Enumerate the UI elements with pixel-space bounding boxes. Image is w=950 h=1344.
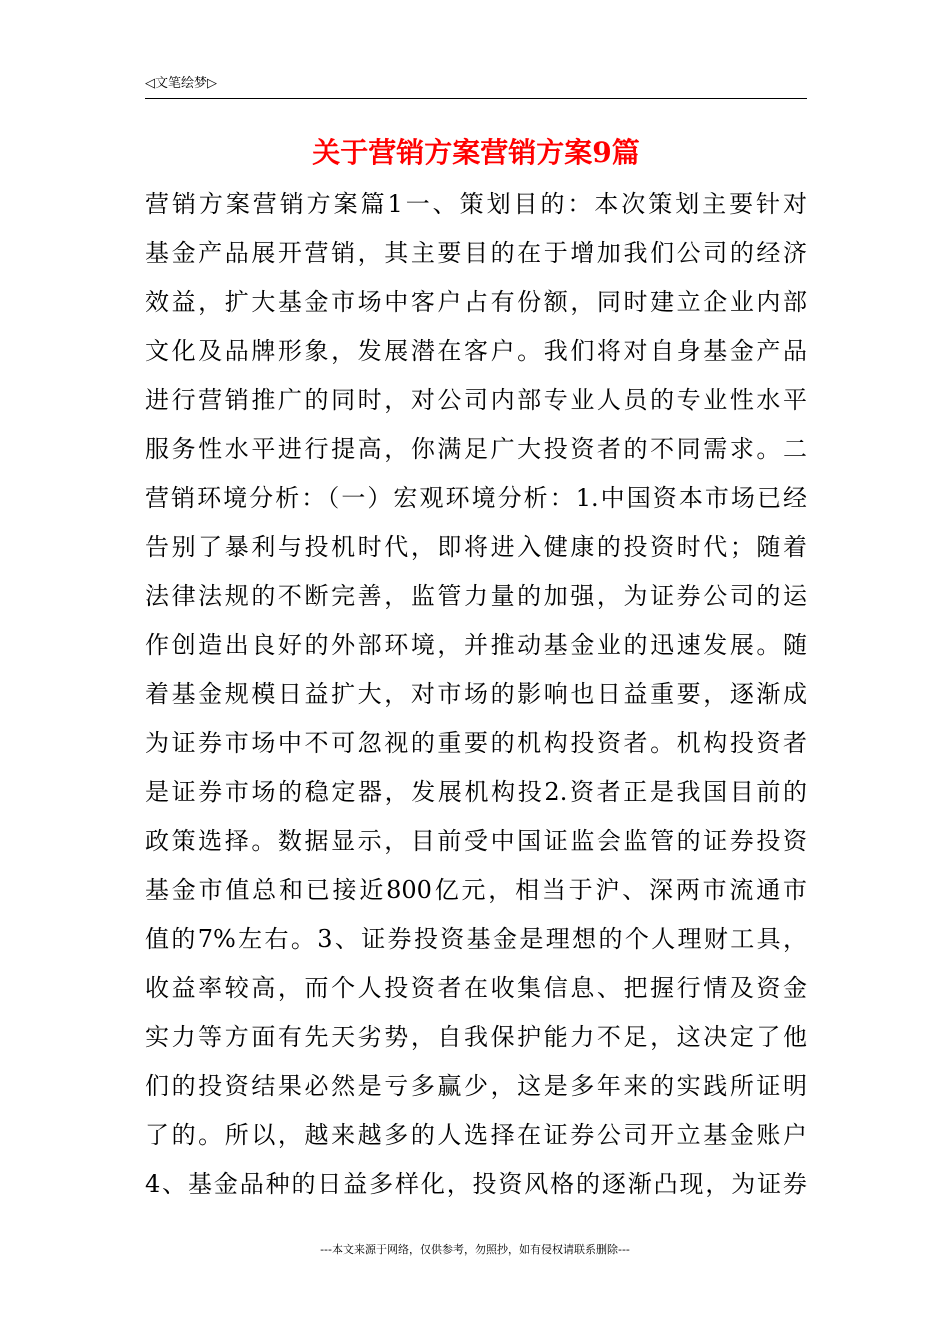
body-line: 了的。所以，越来越多的人选择在证券公司开立基金账户 bbox=[145, 1121, 807, 1149]
body-line: 营销环境分析：（一）宏观环境分析：1.中国资本市场已经 bbox=[145, 484, 807, 512]
body-line: 法律法规的不断完善，监管力量的加强，为证券公司的运 bbox=[145, 582, 807, 610]
body-line: 实力等方面有先天劣势，自我保护能力不足，这决定了他 bbox=[145, 1023, 807, 1051]
body-line: 政策选择。数据显示，目前受中国证监会监管的证券投资 bbox=[145, 827, 807, 855]
body-line: 着基金规模日益扩大，对市场的影响也日益重要，逐渐成 bbox=[145, 680, 807, 708]
body-line: 告别了暴利与投机时代，即将进入健康的投资时代；随着 bbox=[145, 533, 807, 561]
body-line: 文化及品牌形象，发展潜在客户。我们将对自身基金产品 bbox=[145, 337, 807, 365]
body-line: 基金产品展开营销，其主要目的在于增加我们公司的经济 bbox=[145, 239, 807, 267]
body-line: 是证券市场的稳定器，发展机构投2.资者正是我国目前的 bbox=[145, 778, 807, 806]
body-line: 作创造出良好的外部环境，并推动基金业的迅速发展。随 bbox=[145, 631, 807, 659]
body-line: 为证券市场中不可忽视的重要的机构投资者。机构投资者 bbox=[145, 729, 807, 757]
document-title: 关于营销方案营销方案9篇 bbox=[312, 136, 640, 169]
body-line: 营销方案营销方案篇1一、策划目的：本次策划主要针对 bbox=[145, 190, 807, 218]
header-brand: ◁文笔绘梦▷ bbox=[145, 76, 217, 91]
page-header bbox=[145, 70, 807, 99]
body-line: 值的7%左右。3、证券投资基金是理想的个人理财工具， bbox=[145, 925, 807, 953]
page-footer-disclaimer: ---本文来源于网络，仅供参考，勿照抄，如有侵权请联系删除--- bbox=[320, 1243, 630, 1256]
body-line: 效益，扩大基金市场中客户占有份额，同时建立企业内部 bbox=[145, 288, 807, 316]
body-line: 服务性水平进行提高，你满足广大投资者的不同需求。二 bbox=[145, 435, 807, 463]
body-line: 基金市值总和已接近800亿元，相当于沪、深两市流通市 bbox=[145, 876, 807, 904]
body-line: 进行营销推广的同时，对公司内部专业人员的专业性水平 bbox=[145, 386, 807, 414]
body-line: 收益率较高，而个人投资者在收集信息、把握行情及资金 bbox=[145, 974, 807, 1002]
body-line: 们的投资结果必然是亏多赢少，这是多年来的实践所证明 bbox=[145, 1072, 807, 1100]
body-line: 4、基金品种的日益多样化，投资风格的逐渐凸现，为证券 bbox=[145, 1170, 807, 1198]
document-body bbox=[145, 180, 807, 1209]
